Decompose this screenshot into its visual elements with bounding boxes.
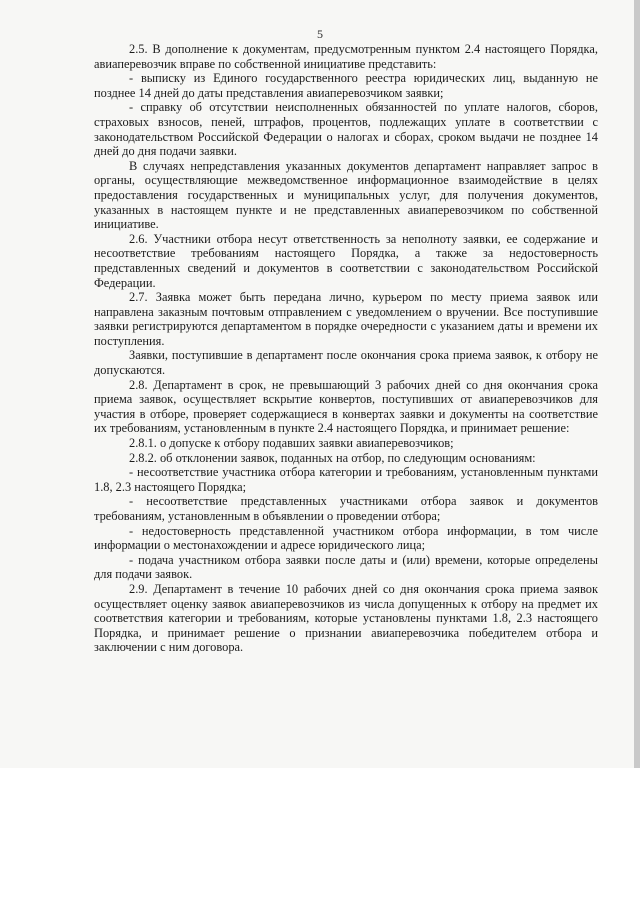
paragraph-2-8: 2.8. Департамент в срок, не превышающий 3 рабочих дней со дня окончания срока приема заявок, осуществляет вскрытие конвертов, поступивших от авиаперевозчиков для участия в отборе, проверяет содержащиеся в конвертах заявки и документы на соответствие их требованиям, установленным в пункте 2.4 настоящего Порядка, и принимает решение: — [94, 377, 598, 436]
list-item-tax-certificate: - справку об отсутствии неисполненных обязанностей по уплате налогов, сборов, страховых взносов, пеней, штрафов, процентов, подлежащих уплате в соответствии с законодательством Российской Федерации о налогах и сборах, сроком выдачи не позднее 14 дней до дня подачи заявки. — [94, 100, 598, 159]
paragraph-interagency-request: В случаях непредставления указанных документов департамент направляет запрос в органы, осуществляющие межведомственное информационное взаимодействие в целях предоставления государственных и муниципальных услуг, для получения документов, указанных в настоящем пункте и не представленных авиаперевозчиком по собственной инициативе. — [94, 158, 598, 232]
document-body — [94, 42, 598, 655]
paragraph-2-5: 2.5. В дополнение к документам, предусмотренным пунктом 2.4 настоящего Порядка, авиаперевозчик вправе по собственной инициативе представить: — [94, 42, 598, 71]
list-item-late-submission: - подача участником отбора заявки после даты и (или) времени, которые определены для подачи заявок. — [94, 552, 598, 582]
list-item-false-information: - недостоверность представленной участником отбора информации, в том числе информации о местонахождении и адресе юридического лица; — [94, 523, 598, 553]
page-number: 5 — [317, 27, 323, 41]
paragraph-late-applications: Заявки, поступившие в департамент после окончания срока приема заявок, к отбору не допускаются. — [94, 348, 598, 378]
paragraph-2-9: 2.9. Департамент в течение 10 рабочих дней со дня окончания срока приема заявок осуществляет оценку заявок авиаперевозчиков из числа допущенных к отбору на предмет их соответствия категории и требованиям, которые установлены пунктами 1.8, 2.3 настоящего Порядка, и принимает решение о признании авиаперевозчика победителем отбора и заключении с ним договора. — [94, 581, 598, 655]
paragraph-2-7: 2.7. Заявка может быть передана лично, курьером по месту приема заявок или направлена заказным почтовым отправлением с уведомлением о вручении. Все поступившие заявки регистрируются департаментом в порядке очередности с указанием даты и времени их поступления. — [94, 290, 598, 348]
paragraph-2-8-1: 2.8.1. о допуске к отбору подавших заявки авиаперевозчиков; — [129, 436, 454, 451]
list-item-category-mismatch: - несоответствие участника отбора категории и требованиям, установленным пунктами 1.8, 2.3 настоящего Порядка; — [94, 465, 598, 494]
blank-area — [0, 768, 640, 905]
paragraph-2-8-2: 2.8.2. об отклонении заявок, поданных на отбор, по следующим основаниям: — [129, 450, 536, 465]
paragraph-2-6: 2.6. Участники отбора несут ответственность за неполноту заявки, ее содержание и несоответствие требованиям настоящего Порядка, а также за недостоверность представленных сведений и документов в соответствии с законодательством Российской Федерации. — [94, 231, 598, 290]
list-item-egrul-extract: - выписку из Единого государственного реестра юридических лиц, выданную не позднее 14 дней до даты представления авиаперевозчиком заявки; — [94, 71, 598, 100]
list-item-document-mismatch: - несоответствие представленных участниками отбора заявок и документов требованиям, установленным в объявлении о проведении отбора; — [94, 494, 598, 523]
